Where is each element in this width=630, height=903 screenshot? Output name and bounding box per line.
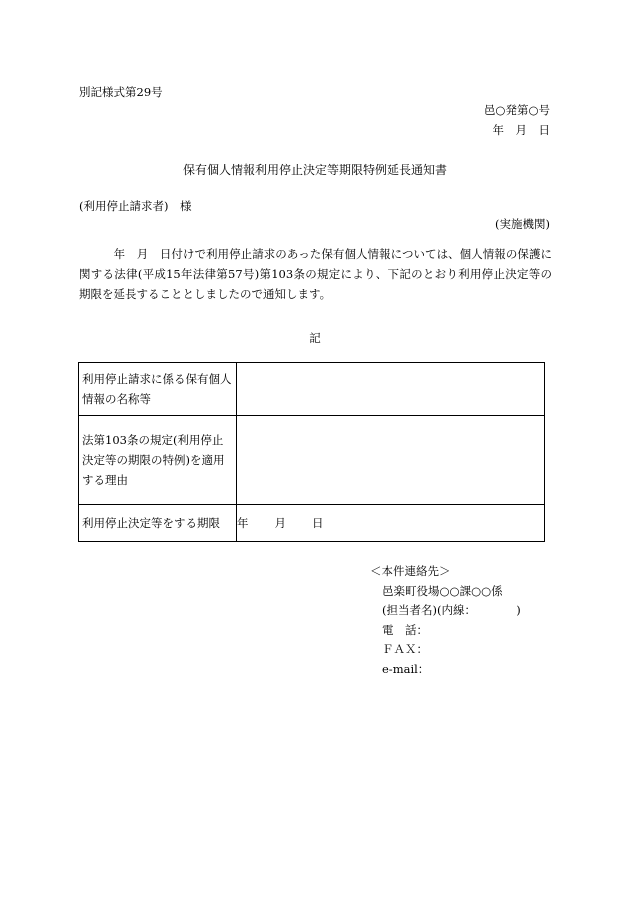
table-value bbox=[237, 363, 545, 416]
contact-heading: ＜本件連絡先＞ bbox=[370, 564, 451, 578]
table-label: 利用停止請求に係る保有個人情報の名称等 bbox=[79, 363, 237, 416]
contact-email: e-mail： bbox=[382, 661, 430, 676]
table-row bbox=[79, 416, 545, 505]
contact-office: 邑楽町役場○○課○○係 bbox=[382, 583, 503, 598]
contact-block bbox=[370, 562, 521, 679]
contact-fax: ＦＡＸ： bbox=[382, 642, 428, 656]
table-label: 法第103条の規定(利用停止決定等の期限の特例)を適用する理由 bbox=[79, 416, 237, 505]
contact-person: (担当者名)(内線： ) bbox=[382, 603, 521, 617]
issue-date: 年 月 日 bbox=[492, 123, 550, 137]
table-row bbox=[79, 505, 545, 542]
contact-phone: 電 話： bbox=[382, 622, 428, 637]
period-year: 年 bbox=[237, 516, 249, 530]
ki-heading: 記 bbox=[309, 331, 321, 345]
table-row bbox=[79, 363, 545, 416]
body-text: 年 月 日付けで利用停止請求のあった保有個人情報については、個人情報の保護に関する法律(平成15年法律第57号)第103条の規定により、下記のとおり利用停止決定等の期限を延長することとしましたので通知します。 bbox=[79, 247, 552, 301]
period-date bbox=[237, 505, 545, 542]
recipient: (利用停止請求者) 様 bbox=[79, 199, 192, 213]
implementing-agency: (実施機関) bbox=[495, 217, 550, 231]
period-day: 日 bbox=[312, 516, 324, 530]
period-month: 月 bbox=[274, 516, 286, 530]
document-number: 邑○発第○号 bbox=[483, 103, 550, 117]
form-number: 別記様式第29号 bbox=[79, 85, 163, 99]
info-table bbox=[78, 362, 545, 542]
table-value bbox=[237, 416, 545, 505]
document-title: 保有個人情報利用停止決定等期限特例延長通知書 bbox=[182, 163, 447, 177]
table-label: 利用停止決定等をする期限 bbox=[79, 505, 237, 542]
